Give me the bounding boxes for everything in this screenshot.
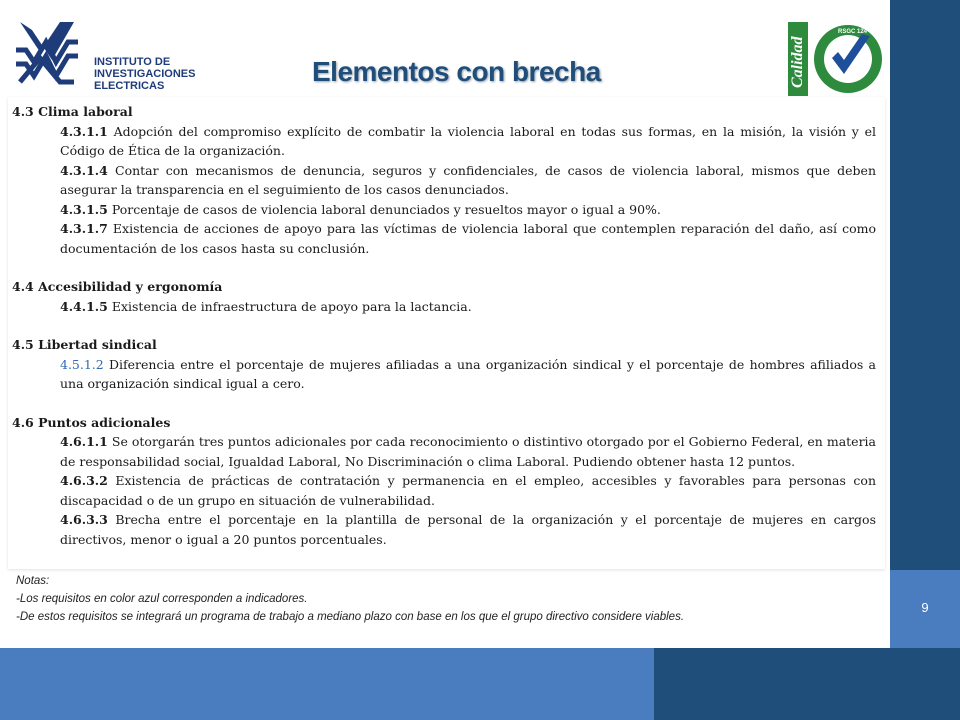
requirement-code: 4.3.1.7 (60, 221, 108, 236)
logo-text (94, 56, 195, 92)
note-item: -De estos requisitos se integrará un programa de trabajo a mediano plazo con base en los que el grupo directivo considere viables. (16, 611, 685, 623)
requirement-text: Diferencia entre el porcentaje de mujeres afiliadas a una organización sindical y el porcentaje de hombres afiliados a una organización sindical igual a cero. (60, 356, 876, 391)
requirement-item (60, 510, 876, 549)
svg-text:Calidad: Calidad (789, 36, 806, 88)
requirement-item (60, 471, 876, 510)
requirement-item (60, 432, 876, 471)
requirement-item (60, 161, 876, 200)
iso-certification-icon (788, 18, 884, 100)
requirement-item (60, 297, 876, 317)
section-heading-accesibilidad: 4.4 Accesibilidad y ergonomía (12, 279, 223, 294)
requirement-code: 4.4.1.5 (60, 298, 108, 314)
requirement-text: Existencia de prácticas de contratación y permanencia en el empleo, accesibles y favorables para personas con discapacidad o de un grupo en situación de vulnerabilidad. (60, 473, 876, 508)
indicator-code: 4.5.1.2 (60, 356, 104, 372)
requirement-text: Porcentaje de casos de violencia laboral denunciados y resueltos mayor o igual a 90%. (107, 201, 661, 217)
requirement-item (60, 200, 876, 220)
svg-text:RSGC 124: RSGC 124 (838, 29, 868, 35)
section-heading-libertad-sindical: 4.5 Libertad sindical (12, 337, 157, 352)
requirement-code: 4.6.3.3 (60, 512, 108, 527)
section-heading-clima-laboral: 4.3 Clima laboral (12, 104, 133, 119)
requirement-text: Existencia de infraestructura de apoyo para la lactancia. (107, 298, 472, 314)
certification-badge (788, 18, 884, 100)
requirement-code: 4.6.3.2 (60, 473, 108, 488)
requirement-code: 4.3.1.4 (60, 162, 108, 178)
requirement-item (60, 355, 876, 394)
requirement-text: Brecha entre el porcentaje en la plantilla de personal de la organización y el porcentaje de mujeres en cargos directivos, menor o igual a 20 puntos porcentuales. (60, 512, 876, 547)
requirement-text: Se otorgarán tres puntos adicionales por cada reconocimiento o distintivo otorgado por el Gobierno Federal, en materia de responsabilidad social, Igualdad Laboral, No Discriminación o clima Laboral. Pudiendo obtener hasta 12 puntos. (60, 434, 876, 469)
requirement-code: 4.3.1.1 (60, 123, 108, 139)
requirement-text: Contar con mecanismos de denuncia, seguros y confidenciales, de casos de violencia laboral, mismos que deben asegurar la transparencia en el seguimiento de los casos denunciados. (60, 162, 876, 197)
notes (16, 572, 876, 626)
institute-logo (12, 12, 196, 92)
logo-line-2: INVESTIGACIONES (94, 68, 196, 80)
logo-line-1: INSTITUTO DE (94, 56, 171, 68)
requirement-text: Existencia de acciones de apoyo para las víctimas de violencia laboral que contemplen reparación del daño, así como documentación de los casos hasta su conclusión. (60, 221, 876, 256)
note-item: -Los requisitos en color azul corresponden a indicadores. (16, 593, 308, 605)
requirements-content (12, 102, 876, 549)
requirement-text: Adopción del compromiso explícito de combatir la violencia laboral en todas sus formas, en la misión, la visión y el Código de Ética de la organización. (60, 123, 876, 158)
requirement-code: 4.6.1.1 (60, 434, 108, 449)
bottom-bar (0, 648, 654, 720)
page-title: Elementos con brecha (312, 56, 601, 87)
section-heading-puntos-adicionales: 4.6 Puntos adicionales (12, 414, 171, 430)
page-number: 9 (921, 600, 929, 615)
requirement-code: 4.3.1.5 (60, 201, 108, 217)
requirement-item (60, 219, 876, 258)
bottom-bar-dark (654, 648, 890, 720)
requirement-item (60, 122, 876, 161)
logo-line-3: ELECTRICAS (94, 80, 165, 92)
notes-heading: Notas: (16, 575, 50, 587)
